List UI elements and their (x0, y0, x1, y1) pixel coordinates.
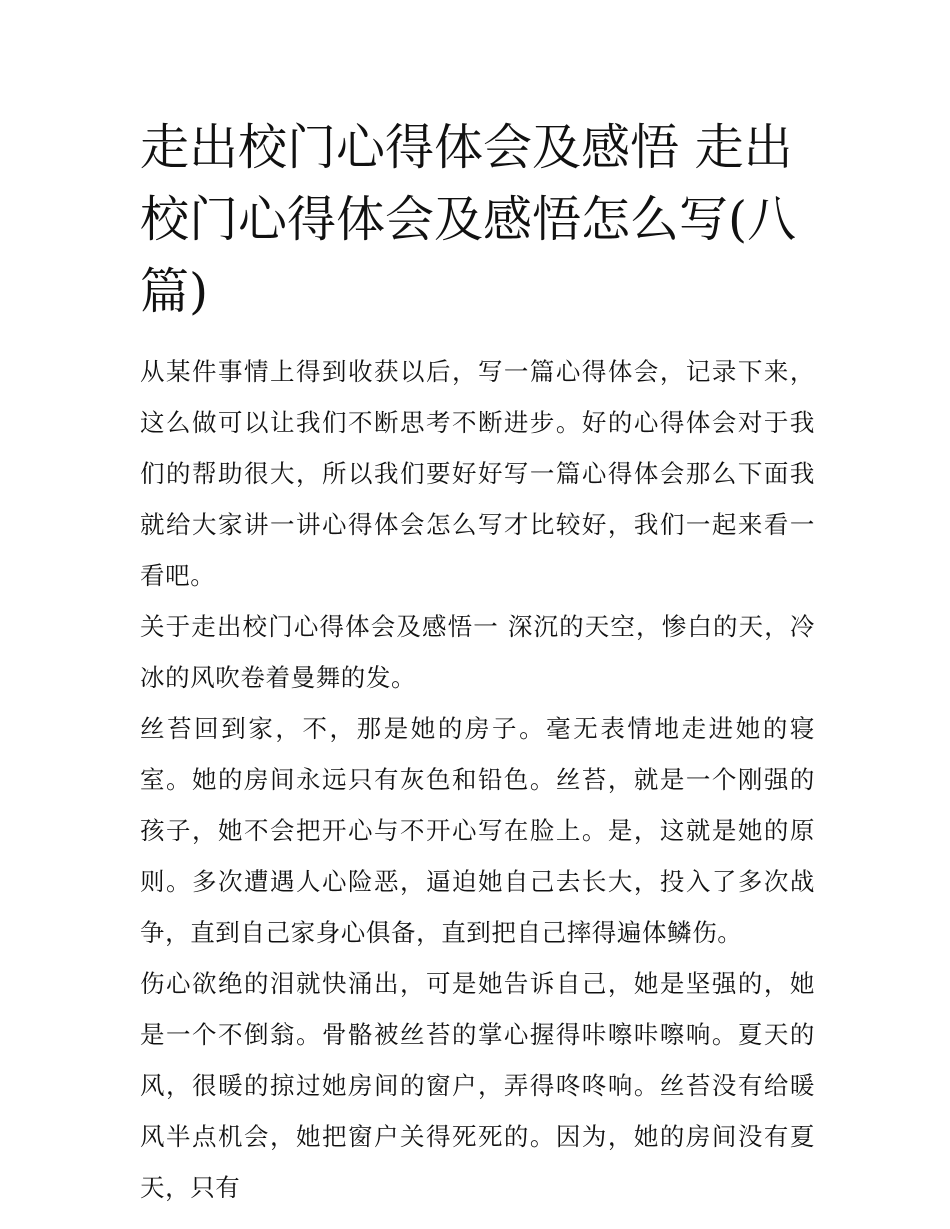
document-title: 走出校门心得体会及感悟 走出校门心得体会及感悟怎么写(八篇) (140, 119, 797, 320)
paragraph-essay-1-tears: 伤心欲绝的泪就快涌出，可是她告诉自己，她是坚强的，她是一个不倒翁。骨骼被丝苔的掌心握得咔嚓咔嚓响。夏天的风，很暖的掠过她房间的窗户，弄得咚咚响。丝苔没有给暖风半点机会，她把窗户关得死死的。因为，她的房间没有夏天，只有 (140, 969, 815, 1202)
paragraph-essay-1-room: 丝苔回到家，不，那是她的房子。毫无表情地走进她的寝室。她的房间永远只有灰色和铅色。丝苔，就是一个刚强的孩子，她不会把开心与不开心写在脸上。是，这就是她的原则。多次遭遇人心险恶，逼迫她自己去长大，投入了多次战争，直到自己家身心俱备，直到把自己摔得遍体鳞伤。 (140, 714, 815, 947)
paragraph-essay-1-opening: 关于走出校门心得体会及感悟一 深沉的天空，惨白的天，冷冰的风吹卷着曼舞的发。 (140, 612, 815, 692)
document-page (140, 112, 815, 1213)
document-body (140, 346, 815, 1213)
paragraph-intro: 从某件事情上得到收获以后，写一篇心得体会，记录下来，这么做可以让我们不断思考不断进步。好的心得体会对于我们的帮助很大，所以我们要好好写一篇心得体会那么下面我就给大家讲一讲心得体会怎么写才比较好，我们一起来看一看吧。 (140, 357, 815, 590)
